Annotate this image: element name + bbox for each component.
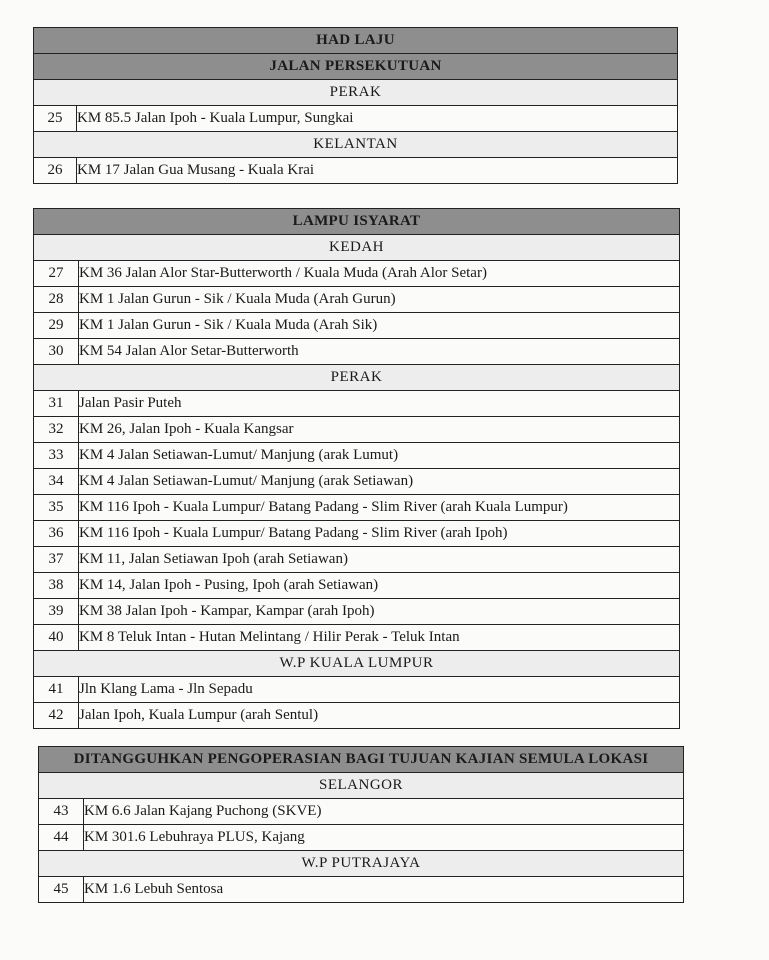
table-row — [34, 521, 680, 547]
row-location: KM 1 Jalan Gurun - Sik / Kuala Muda (Arah Sik) — [79, 313, 680, 339]
row-location: KM 26, Jalan Ipoh - Kuala Kangsar — [79, 417, 680, 443]
region-header: KELANTAN — [34, 132, 678, 158]
row-number: 42 — [34, 703, 79, 729]
row-location: KM 38 Jalan Ipoh - Kampar, Kampar (arah Ipoh) — [79, 599, 680, 625]
region-header: PERAK — [34, 80, 678, 106]
region-header: PERAK — [34, 365, 680, 391]
row-number: 35 — [34, 495, 79, 521]
table-row — [34, 287, 680, 313]
row-number: 44 — [39, 825, 84, 851]
row-location: KM 17 Jalan Gua Musang - Kuala Krai — [77, 158, 678, 184]
table-row — [34, 417, 680, 443]
table-row — [39, 825, 684, 851]
table-row — [34, 339, 680, 365]
table-subtitle: JALAN PERSEKUTUAN — [34, 54, 678, 80]
table-title: HAD LAJU — [34, 28, 678, 54]
row-number: 32 — [34, 417, 79, 443]
table-row — [34, 703, 680, 729]
row-number: 41 — [34, 677, 79, 703]
table-row — [34, 547, 680, 573]
table-row — [34, 677, 680, 703]
row-number: 40 — [34, 625, 79, 651]
row-number: 37 — [34, 547, 79, 573]
row-number: 38 — [34, 573, 79, 599]
row-number: 25 — [34, 106, 77, 132]
row-location: KM 4 Jalan Setiawan-Lumut/ Manjung (arak Lumut) — [79, 443, 680, 469]
row-location: KM 14, Jalan Ipoh - Pusing, Ipoh (arah Setiawan) — [79, 573, 680, 599]
row-number: 26 — [34, 158, 77, 184]
region-header: W.P PUTRAJAYA — [39, 851, 684, 877]
row-number: 31 — [34, 391, 79, 417]
row-location: KM 11, Jalan Setiawan Ipoh (arah Setiawan) — [79, 547, 680, 573]
row-location: KM 54 Jalan Alor Setar-Butterworth — [79, 339, 680, 365]
row-number: 29 — [34, 313, 79, 339]
row-number: 28 — [34, 287, 79, 313]
row-number: 27 — [34, 261, 79, 287]
row-number: 34 — [34, 469, 79, 495]
table-row — [34, 443, 680, 469]
region-header: SELANGOR — [39, 773, 684, 799]
row-location: KM 301.6 Lebuhraya PLUS, Kajang — [84, 825, 684, 851]
row-location: KM 116 Ipoh - Kuala Lumpur/ Batang Padang - Slim River (arah Ipoh) — [79, 521, 680, 547]
row-location: KM 6.6 Jalan Kajang Puchong (SKVE) — [84, 799, 684, 825]
table-title: LAMPU ISYARAT — [34, 209, 680, 235]
table-row — [39, 877, 684, 903]
table-row — [34, 158, 678, 184]
row-location: KM 8 Teluk Intan - Hutan Melintang / Hilir Perak - Teluk Intan — [79, 625, 680, 651]
table-row — [34, 573, 680, 599]
row-number: 39 — [34, 599, 79, 625]
row-location: KM 85.5 Jalan Ipoh - Kuala Lumpur, Sungkai — [77, 106, 678, 132]
row-location: KM 1.6 Lebuh Sentosa — [84, 877, 684, 903]
row-number: 30 — [34, 339, 79, 365]
region-header: KEDAH — [34, 235, 680, 261]
table-row — [34, 261, 680, 287]
lampu-isyarat-table — [33, 208, 680, 729]
row-number: 43 — [39, 799, 84, 825]
table-row — [34, 313, 680, 339]
row-number: 45 — [39, 877, 84, 903]
table-title: DITANGGUHKAN PENGOPERASIAN BAGI TUJUAN KAJIAN SEMULA LOKASI — [39, 747, 684, 773]
table-row — [34, 495, 680, 521]
table-row — [34, 391, 680, 417]
row-number: 36 — [34, 521, 79, 547]
row-location: KM 36 Jalan Alor Star-Butterworth / Kuala Muda (Arah Alor Setar) — [79, 261, 680, 287]
table-row — [34, 106, 678, 132]
row-location: Jalan Pasir Puteh — [79, 391, 680, 417]
region-header: W.P KUALA LUMPUR — [34, 651, 680, 677]
row-location: KM 4 Jalan Setiawan-Lumut/ Manjung (arak Setiawan) — [79, 469, 680, 495]
row-location: Jalan Ipoh, Kuala Lumpur (arah Sentul) — [79, 703, 680, 729]
table-row — [34, 469, 680, 495]
row-location: KM 116 Ipoh - Kuala Lumpur/ Batang Padang - Slim River (arah Kuala Lumpur) — [79, 495, 680, 521]
table-row — [34, 599, 680, 625]
row-number: 33 — [34, 443, 79, 469]
row-location: KM 1 Jalan Gurun - Sik / Kuala Muda (Arah Gurun) — [79, 287, 680, 313]
had-laju-table — [33, 27, 678, 184]
table-row — [34, 625, 680, 651]
ditangguhkan-table — [38, 746, 684, 903]
table-row — [39, 799, 684, 825]
row-location: Jln Klang Lama - Jln Sepadu — [79, 677, 680, 703]
